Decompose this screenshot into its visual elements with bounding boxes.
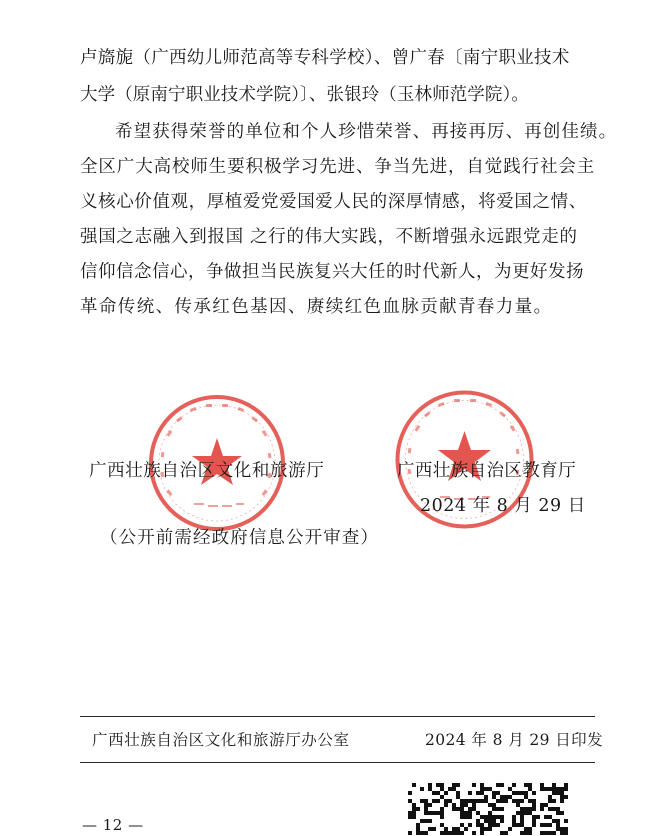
signature-org-left: 广西壮族自治区文化和旅游厅 (89, 461, 325, 481)
body-line-6: 强国之志融入到报国 之行的伟大实践，不断增强永远跟党走的 (80, 227, 578, 247)
signature-date: 2024 年 8 月 29 日 (420, 496, 586, 516)
body-line-4: 全区广大高校师生要积极学习先进、争当先进，自觉践行社会主 (80, 157, 596, 177)
footer-top-rule (80, 716, 595, 717)
footer-issuing-office: 广西壮族自治区文化和旅游厅办公室 (92, 731, 350, 749)
body-line-5: 义核心价值观，厚植爱党爱国爱人民的深厚情感，将爱国之情、 (80, 192, 587, 212)
disclosure-note: （公开前需经政府信息公开审查） (100, 528, 379, 548)
footer-print-date: 2024 年 8 月 29 日印发 (425, 731, 603, 749)
body-line-7: 信仰信念信心，争做担当民族复兴大任的时代新人，为更好发扬 (80, 262, 584, 282)
barcode-icon (408, 782, 568, 836)
body-line-2: 大学（原南宁职业技术学院）〕、张银玲（玉林师范学院）。 (80, 85, 529, 105)
body-line-3: 希望获得荣誉的单位和个人珍惜荣誉、再接再厉、再创佳绩。 (115, 122, 618, 142)
page-number: — 12 — (82, 816, 144, 834)
signature-org-right: 广西壮族自治区教育厅 (397, 461, 576, 481)
body-line-1: 卢旖旎（广西幼儿师范高等专科学校）、曾广春〔南宁职业技术 (80, 48, 570, 68)
footer-bottom-rule (80, 762, 595, 763)
body-line-8: 革命传统、传承红色基因、赓续红色血脉贡献青春力量。 (80, 297, 553, 317)
